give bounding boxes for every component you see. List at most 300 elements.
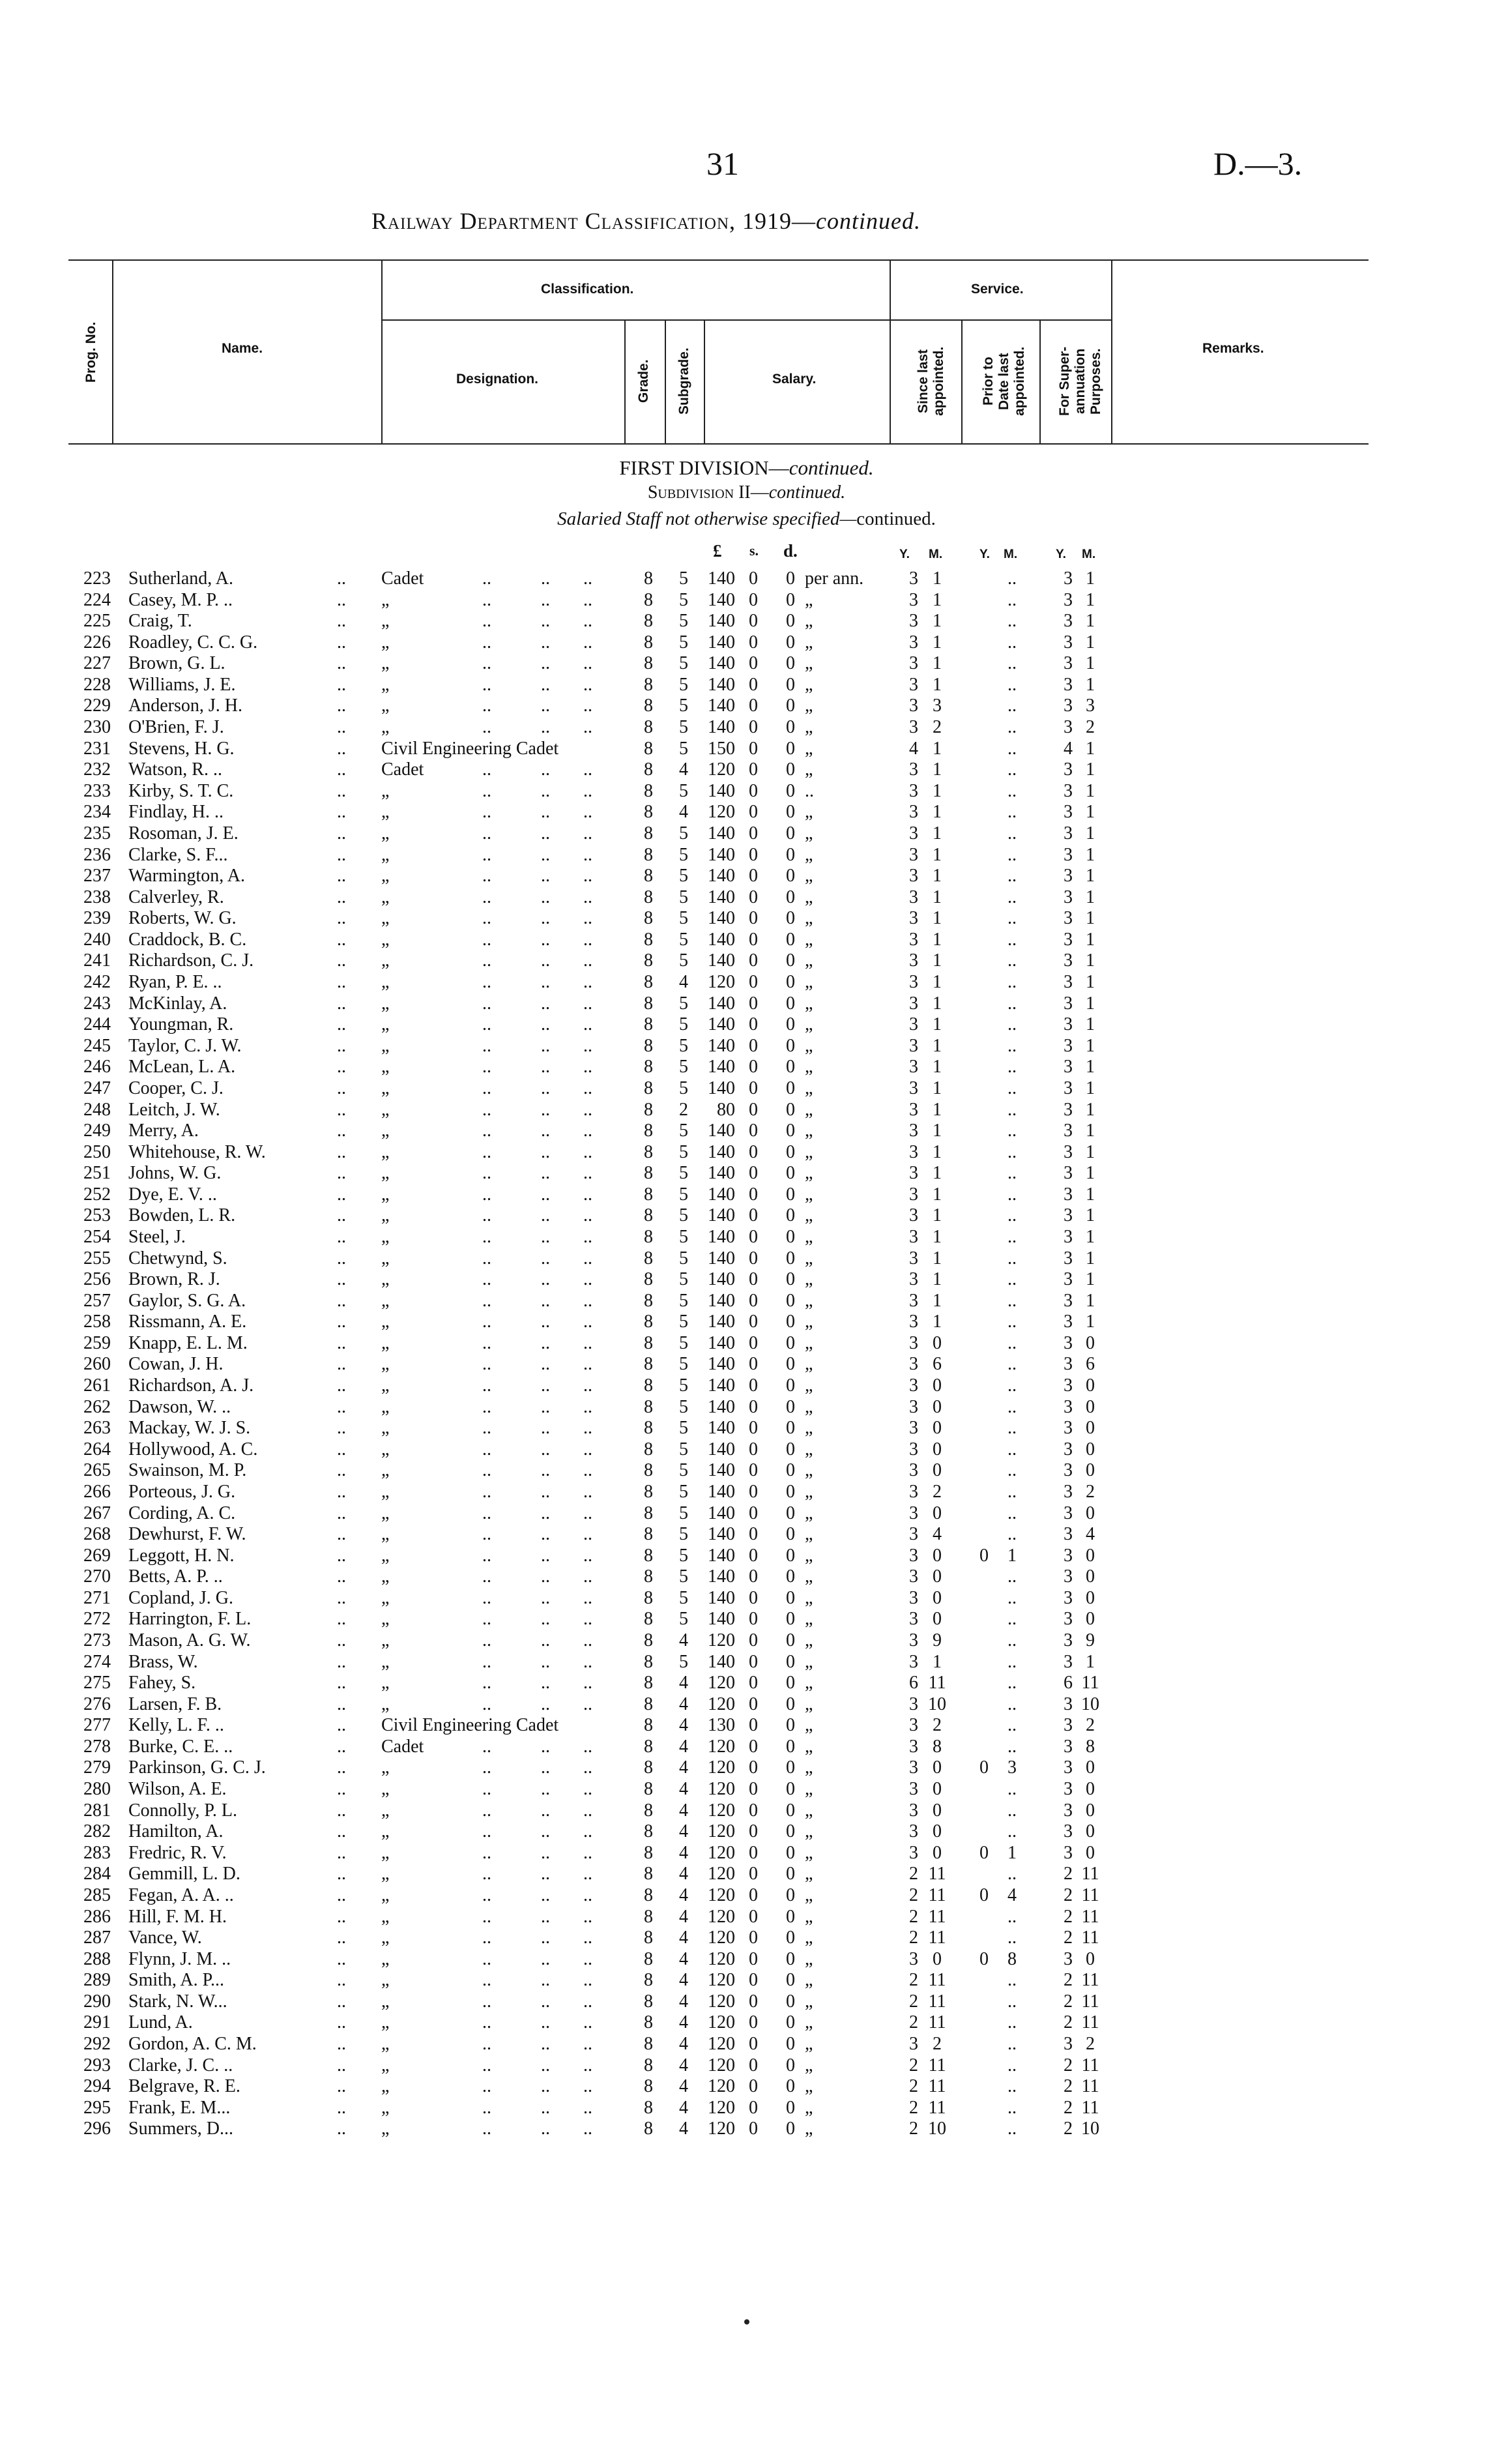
leader-dots-4: .. [583, 1928, 592, 1948]
salary-pounds: 140 [708, 1524, 735, 1545]
staff-name: Warmington, A. [128, 866, 245, 887]
subgrade: 5 [679, 611, 688, 632]
superannuation-months: 0 [1086, 1460, 1095, 1481]
designation: „ [381, 866, 390, 887]
subgrade: 5 [679, 1163, 688, 1184]
leader-dots-1: .. [337, 1163, 346, 1184]
prior-months: 1 [1007, 1842, 1017, 1863]
staff-name: Steel, J. [128, 1226, 186, 1247]
designation: Civil Engineering Cadet [381, 738, 559, 759]
superannuation-years: 2 [1064, 1991, 1073, 2012]
salary-period: „ [805, 1290, 813, 1311]
grade: 8 [644, 1864, 653, 1885]
prior-months: .. [1007, 632, 1017, 653]
leader-dots-4: .. [583, 929, 592, 950]
grade: 8 [644, 1141, 653, 1162]
superannuation-months: 0 [1086, 1842, 1095, 1863]
salary-period: „ [805, 1715, 813, 1736]
subgrade: 4 [679, 1864, 688, 1885]
salary-pounds: 140 [708, 844, 735, 865]
salary-shillings: 0 [749, 1121, 758, 1141]
grade: 8 [644, 1928, 653, 1948]
salary-pounds: 80 [717, 1099, 735, 1120]
leader-dots-1: .. [337, 1269, 346, 1290]
subgrade: 5 [679, 696, 688, 716]
designation: „ [381, 929, 390, 950]
since-last-years: 3 [909, 1290, 918, 1311]
designation: Cadet [381, 1736, 424, 1757]
prior-months: .. [1007, 1121, 1017, 1141]
unit-years-prior: Y. [979, 548, 990, 561]
grade: 8 [644, 674, 653, 695]
since-last-months: 1 [933, 759, 942, 780]
prior-months: .. [1007, 1991, 1017, 2012]
leader-dots-4: .. [583, 1269, 592, 1290]
leader-dots-4: .. [583, 1057, 592, 1078]
leader-dots-3: .. [541, 823, 550, 843]
prog-number: 232 [83, 759, 111, 780]
table-row [0, 1800, 1493, 1822]
leader-dots-3: .. [541, 1205, 550, 1226]
prior-months: .. [1007, 1821, 1017, 1842]
subgrade: 4 [679, 1948, 688, 1969]
salary-shillings: 0 [749, 1439, 758, 1459]
salary-period: „ [805, 1226, 813, 1247]
since-last-months: 0 [933, 1545, 942, 1566]
since-last-months: 10 [928, 1694, 946, 1714]
unit-months-since: M. [929, 548, 943, 561]
salary-pence: 0 [786, 929, 795, 950]
page-number: 31 [706, 145, 739, 182]
since-last-months: 2 [933, 2034, 942, 2055]
leader-dots-2: .. [482, 1673, 491, 1694]
leader-dots-1: .. [337, 1630, 346, 1650]
designation: „ [381, 717, 390, 738]
since-last-months: 1 [933, 1078, 942, 1098]
staff-name: Cording, A. C. [128, 1503, 236, 1523]
salary-pence: 0 [786, 1248, 795, 1269]
leader-dots-1: .. [337, 866, 346, 887]
leader-dots-4: .. [583, 1524, 592, 1545]
column-divider [961, 319, 963, 443]
since-last-months: 0 [933, 1396, 942, 1417]
leader-dots-1: .. [337, 1757, 346, 1778]
since-last-months: 1 [933, 950, 942, 971]
salary-period: „ [805, 1800, 813, 1821]
subgrade: 5 [679, 1545, 688, 1566]
subgrade: 5 [679, 1035, 688, 1056]
subgrade: 5 [679, 1078, 688, 1098]
prog-number: 290 [83, 1991, 111, 2012]
leader-dots-1: .. [337, 1418, 346, 1439]
since-last-months: 11 [928, 1928, 946, 1948]
since-last-years: 3 [909, 1948, 918, 1969]
leader-dots-3: .. [541, 1970, 550, 1991]
prior-months: .. [1007, 1779, 1017, 1800]
prior-months: .. [1007, 1566, 1017, 1587]
leader-dots-2: .. [482, 1885, 491, 1905]
leader-dots-2: .. [482, 632, 491, 653]
designation: „ [381, 1269, 390, 1290]
prior-months: 1 [1007, 1545, 1017, 1566]
since-last-years: 3 [909, 1566, 918, 1587]
prog-number: 277 [83, 1715, 111, 1736]
superannuation-years: 3 [1064, 1821, 1073, 1842]
column-divider [1111, 261, 1112, 443]
leader-dots-4: .. [583, 717, 592, 738]
since-last-years: 3 [909, 1354, 918, 1375]
since-last-years: 3 [909, 1439, 918, 1459]
staff-suffix: continued. [856, 508, 936, 529]
salary-pounds: 120 [708, 2055, 735, 2075]
superannuation-months: 1 [1086, 866, 1095, 887]
prog-number: 294 [83, 2076, 111, 2097]
superannuation-months: 11 [1081, 1673, 1099, 1694]
since-last-months: 6 [933, 1354, 942, 1375]
grade: 8 [644, 611, 653, 632]
staff-name: Brass, W. [128, 1651, 198, 1672]
subdivision-suffix: continued. [768, 482, 846, 503]
since-last-months: 1 [933, 1226, 942, 1247]
salary-pence: 0 [786, 908, 795, 929]
table-row [0, 739, 1493, 760]
leader-dots-4: .. [583, 1545, 592, 1566]
superannuation-months: 11 [1081, 1928, 1099, 1948]
salary-period: „ [805, 1205, 813, 1226]
salary-shillings: 0 [749, 1864, 758, 1885]
salary-pounds: 120 [708, 1991, 735, 2012]
leader-dots-4: .. [583, 1906, 592, 1927]
table-row [0, 1291, 1493, 1312]
salary-period: „ [805, 738, 813, 759]
since-last-years: 3 [909, 1609, 918, 1630]
prior-months: .. [1007, 2076, 1017, 2097]
table-row [0, 1694, 1493, 1716]
salary-period: „ [805, 1673, 813, 1694]
prior-months: .. [1007, 2034, 1017, 2055]
leader-dots-2: .. [482, 2012, 491, 2033]
leader-dots-3: .. [541, 802, 550, 823]
table-row [0, 1142, 1493, 1164]
salary-pence: 0 [786, 1948, 795, 1969]
salary-period: per ann. [805, 568, 864, 589]
header-grade: Grade. [636, 359, 651, 403]
salary-pounds: 140 [708, 632, 735, 653]
since-last-months: 0 [933, 1821, 942, 1842]
prog-number: 226 [83, 632, 111, 653]
superannuation-years: 3 [1064, 696, 1073, 716]
since-last-years: 3 [909, 866, 918, 887]
salary-shillings: 0 [749, 1248, 758, 1269]
since-last-years: 3 [909, 1651, 918, 1672]
leader-dots-2: .. [482, 1842, 491, 1863]
prior-months: .. [1007, 1736, 1017, 1757]
column-divider [112, 261, 113, 443]
subgrade: 4 [679, 1885, 688, 1905]
salary-pence: 0 [786, 1864, 795, 1885]
leader-dots-2: .. [482, 1779, 491, 1800]
since-last-years: 3 [909, 1078, 918, 1098]
leader-dots-2: .. [482, 1928, 491, 1948]
since-last-years: 3 [909, 972, 918, 993]
designation: „ [381, 972, 390, 993]
leader-dots-1: .. [337, 1354, 346, 1375]
leader-dots-4: .. [583, 2012, 592, 2033]
prior-months: .. [1007, 1375, 1017, 1396]
prior-months: .. [1007, 908, 1017, 929]
salary-pence: 0 [786, 1587, 795, 1608]
designation: „ [381, 1078, 390, 1098]
subgrade: 5 [679, 950, 688, 971]
salary-pence: 0 [786, 1163, 795, 1184]
prior-months: .. [1007, 1418, 1017, 1439]
staff-name: Sutherland, A. [128, 568, 233, 589]
column-divider [381, 261, 383, 443]
leader-dots-1: .. [337, 1439, 346, 1459]
since-last-years: 3 [909, 844, 918, 865]
prog-number: 240 [83, 929, 111, 950]
grade: 8 [644, 1078, 653, 1098]
since-last-years: 3 [909, 1184, 918, 1205]
prior-months: 8 [1007, 1948, 1017, 1969]
salary-pounds: 140 [708, 1651, 735, 1672]
prog-number: 295 [83, 2097, 111, 2118]
prog-number: 266 [83, 1481, 111, 1502]
prior-months: 3 [1007, 1757, 1017, 1778]
staff-name: Merry, A. [128, 1121, 199, 1141]
leader-dots-4: .. [583, 1078, 592, 1098]
superannuation-years: 3 [1064, 1736, 1073, 1757]
since-last-years: 3 [909, 1163, 918, 1184]
superannuation-years: 3 [1064, 2034, 1073, 2055]
since-last-months: 1 [933, 1184, 942, 1205]
leader-dots-2: .. [482, 802, 491, 823]
subgrade: 5 [679, 674, 688, 695]
superannuation-months: 1 [1086, 908, 1095, 929]
designation: „ [381, 2076, 390, 2097]
leader-dots-3: .. [541, 1269, 550, 1290]
since-last-months: 11 [928, 2076, 946, 2097]
superannuation-months: 11 [1081, 1991, 1099, 2012]
leader-dots-2: .. [482, 993, 491, 1014]
salary-period: „ [805, 1970, 813, 1991]
leader-dots-1: .. [337, 1312, 346, 1332]
leader-dots-4: .. [583, 1651, 592, 1672]
salary-shillings: 0 [749, 1460, 758, 1481]
leader-dots-2: .. [482, 568, 491, 589]
leader-dots-4: .. [583, 1948, 592, 1969]
salary-period: „ [805, 2076, 813, 2097]
leader-dots-1: .. [337, 1991, 346, 2012]
superannuation-months: 0 [1086, 1587, 1095, 1608]
subgrade: 5 [679, 1121, 688, 1141]
prior-months: .. [1007, 1248, 1017, 1269]
since-last-years: 2 [909, 2055, 918, 2075]
salary-pounds: 140 [708, 908, 735, 929]
leader-dots-2: .. [482, 759, 491, 780]
superannuation-years: 3 [1064, 1842, 1073, 1863]
leader-dots-3: .. [541, 1014, 550, 1035]
staff-name: Roberts, W. G. [128, 908, 237, 929]
salary-shillings: 0 [749, 1928, 758, 1948]
staff-name: Hollywood, A. C. [128, 1439, 258, 1459]
table-row [0, 1864, 1493, 1885]
superannuation-months: 1 [1086, 1184, 1095, 1205]
leader-dots-4: .. [583, 1375, 592, 1396]
subgrade: 5 [679, 993, 688, 1014]
designation: „ [381, 2097, 390, 2118]
salary-pounds: 150 [708, 738, 735, 759]
salary-period: „ [805, 1481, 813, 1502]
leader-dots-4: .. [583, 2034, 592, 2055]
staff-name: Richardson, A. J. [128, 1375, 254, 1396]
since-last-months: 1 [933, 866, 942, 887]
subgrade: 4 [679, 1673, 688, 1694]
designation: „ [381, 2034, 390, 2055]
leader-dots-4: .. [583, 950, 592, 971]
designation: Civil Engineering Cadet [381, 1715, 559, 1736]
salary-period: „ [805, 1099, 813, 1120]
leader-dots-4: .. [583, 1248, 592, 1269]
salary-pounds: 120 [708, 1757, 735, 1778]
staff-name: Youngman, R. [128, 1014, 234, 1035]
prior-months: .. [1007, 1439, 1017, 1459]
leader-dots-4: .. [583, 1970, 592, 1991]
superannuation-months: 1 [1086, 1248, 1095, 1269]
salary-period: „ [805, 1184, 813, 1205]
superannuation-months: 1 [1086, 802, 1095, 823]
superannuation-months: 0 [1086, 1779, 1095, 1800]
table-row [0, 568, 1493, 590]
designation: „ [381, 589, 390, 610]
leader-dots-4: .. [583, 2076, 592, 2097]
subgrade: 5 [679, 1312, 688, 1332]
staff-name: Stevens, H. G. [128, 738, 235, 759]
since-last-months: 0 [933, 1439, 942, 1459]
prior-months: .. [1007, 2097, 1017, 2118]
salary-period: „ [805, 1354, 813, 1375]
superannuation-months: 0 [1086, 1503, 1095, 1523]
since-last-years: 3 [909, 1035, 918, 1056]
superannuation-years: 2 [1064, 1906, 1073, 1927]
designation: „ [381, 1651, 390, 1672]
salary-pounds: 120 [708, 2119, 735, 2139]
prior-months: .. [1007, 1396, 1017, 1417]
since-last-years: 3 [909, 1141, 918, 1162]
subgrade: 4 [679, 1736, 688, 1757]
since-last-years: 3 [909, 1481, 918, 1502]
table-row [0, 675, 1493, 696]
leader-dots-1: .. [337, 844, 346, 865]
prior-months: .. [1007, 653, 1017, 674]
leader-dots-3: .. [541, 908, 550, 929]
subgrade: 4 [679, 1928, 688, 1948]
title-year: , 1919— [729, 208, 817, 234]
superannuation-years: 2 [1064, 2012, 1073, 2033]
leader-dots-3: .. [541, 1800, 550, 1821]
superannuation-years: 3 [1064, 1184, 1073, 1205]
leader-dots-3: .. [541, 1566, 550, 1587]
superannuation-months: 1 [1086, 887, 1095, 907]
salary-pounds: 140 [708, 1545, 735, 1566]
prior-months: .. [1007, 717, 1017, 738]
superannuation-months: 4 [1086, 1524, 1095, 1545]
salary-shillings: 0 [749, 1312, 758, 1332]
subgrade: 5 [679, 1375, 688, 1396]
designation: „ [381, 993, 390, 1014]
superannuation-years: 3 [1064, 1057, 1073, 1078]
prog-number: 286 [83, 1906, 111, 1927]
column-divider [1039, 319, 1041, 443]
since-last-months: 0 [933, 1587, 942, 1608]
table-row [0, 590, 1493, 611]
leader-dots-4: .. [583, 674, 592, 695]
designation: „ [381, 1673, 390, 1694]
staff-name: Bowden, L. R. [128, 1205, 236, 1226]
leader-dots-1: .. [337, 1014, 346, 1035]
staff-name: Leitch, J. W. [128, 1099, 220, 1120]
since-last-years: 3 [909, 1248, 918, 1269]
salary-period: „ [805, 1757, 813, 1778]
grade: 8 [644, 1121, 653, 1141]
prior-months: .. [1007, 1163, 1017, 1184]
since-last-years: 3 [909, 1524, 918, 1545]
table-row [0, 993, 1493, 1015]
designation: „ [381, 1057, 390, 1078]
leader-dots-2: .. [482, 2097, 491, 2118]
leader-dots-4: .. [583, 972, 592, 993]
subgrade: 4 [679, 2012, 688, 2033]
title-suffix: continued. [816, 208, 921, 234]
leader-dots-4: .. [583, 1099, 592, 1120]
grade: 8 [644, 1609, 653, 1630]
designation: „ [381, 1503, 390, 1523]
superannuation-years: 3 [1064, 1566, 1073, 1587]
staff-name: Swainson, M. P. [128, 1460, 247, 1481]
leader-dots-4: .. [583, 1821, 592, 1842]
leader-dots-2: .. [482, 929, 491, 950]
salary-pence: 0 [786, 1757, 795, 1778]
salary-shillings: 0 [749, 1779, 758, 1800]
designation: „ [381, 632, 390, 653]
salary-pence: 0 [786, 1035, 795, 1056]
subgrade: 5 [679, 929, 688, 950]
grade: 8 [644, 1332, 653, 1353]
staff-name: Casey, M. P. .. [128, 589, 233, 610]
leader-dots-4: .. [583, 1312, 592, 1332]
salary-pounds: 120 [708, 1928, 735, 1948]
prog-number: 249 [83, 1121, 111, 1141]
salary-period: „ [805, 887, 813, 907]
staff-name: Williams, J. E. [128, 674, 236, 695]
since-last-months: 1 [933, 674, 942, 695]
superannuation-months: 1 [1086, 1290, 1095, 1311]
superannuation-months: 1 [1086, 844, 1095, 865]
designation: „ [381, 1375, 390, 1396]
table-row [0, 759, 1493, 781]
leader-dots-2: .. [482, 653, 491, 674]
subgrade: 4 [679, 1800, 688, 1821]
prior-years: 0 [979, 1948, 989, 1969]
superannuation-months: 1 [1086, 1078, 1095, 1098]
leader-dots-2: .. [482, 1099, 491, 1120]
prog-number: 255 [83, 1248, 111, 1269]
prog-number: 227 [83, 653, 111, 674]
grade: 8 [644, 2097, 653, 2118]
leader-dots-3: .. [541, 1439, 550, 1459]
superannuation-months: 0 [1086, 1375, 1095, 1396]
leader-dots-2: .. [482, 1121, 491, 1141]
